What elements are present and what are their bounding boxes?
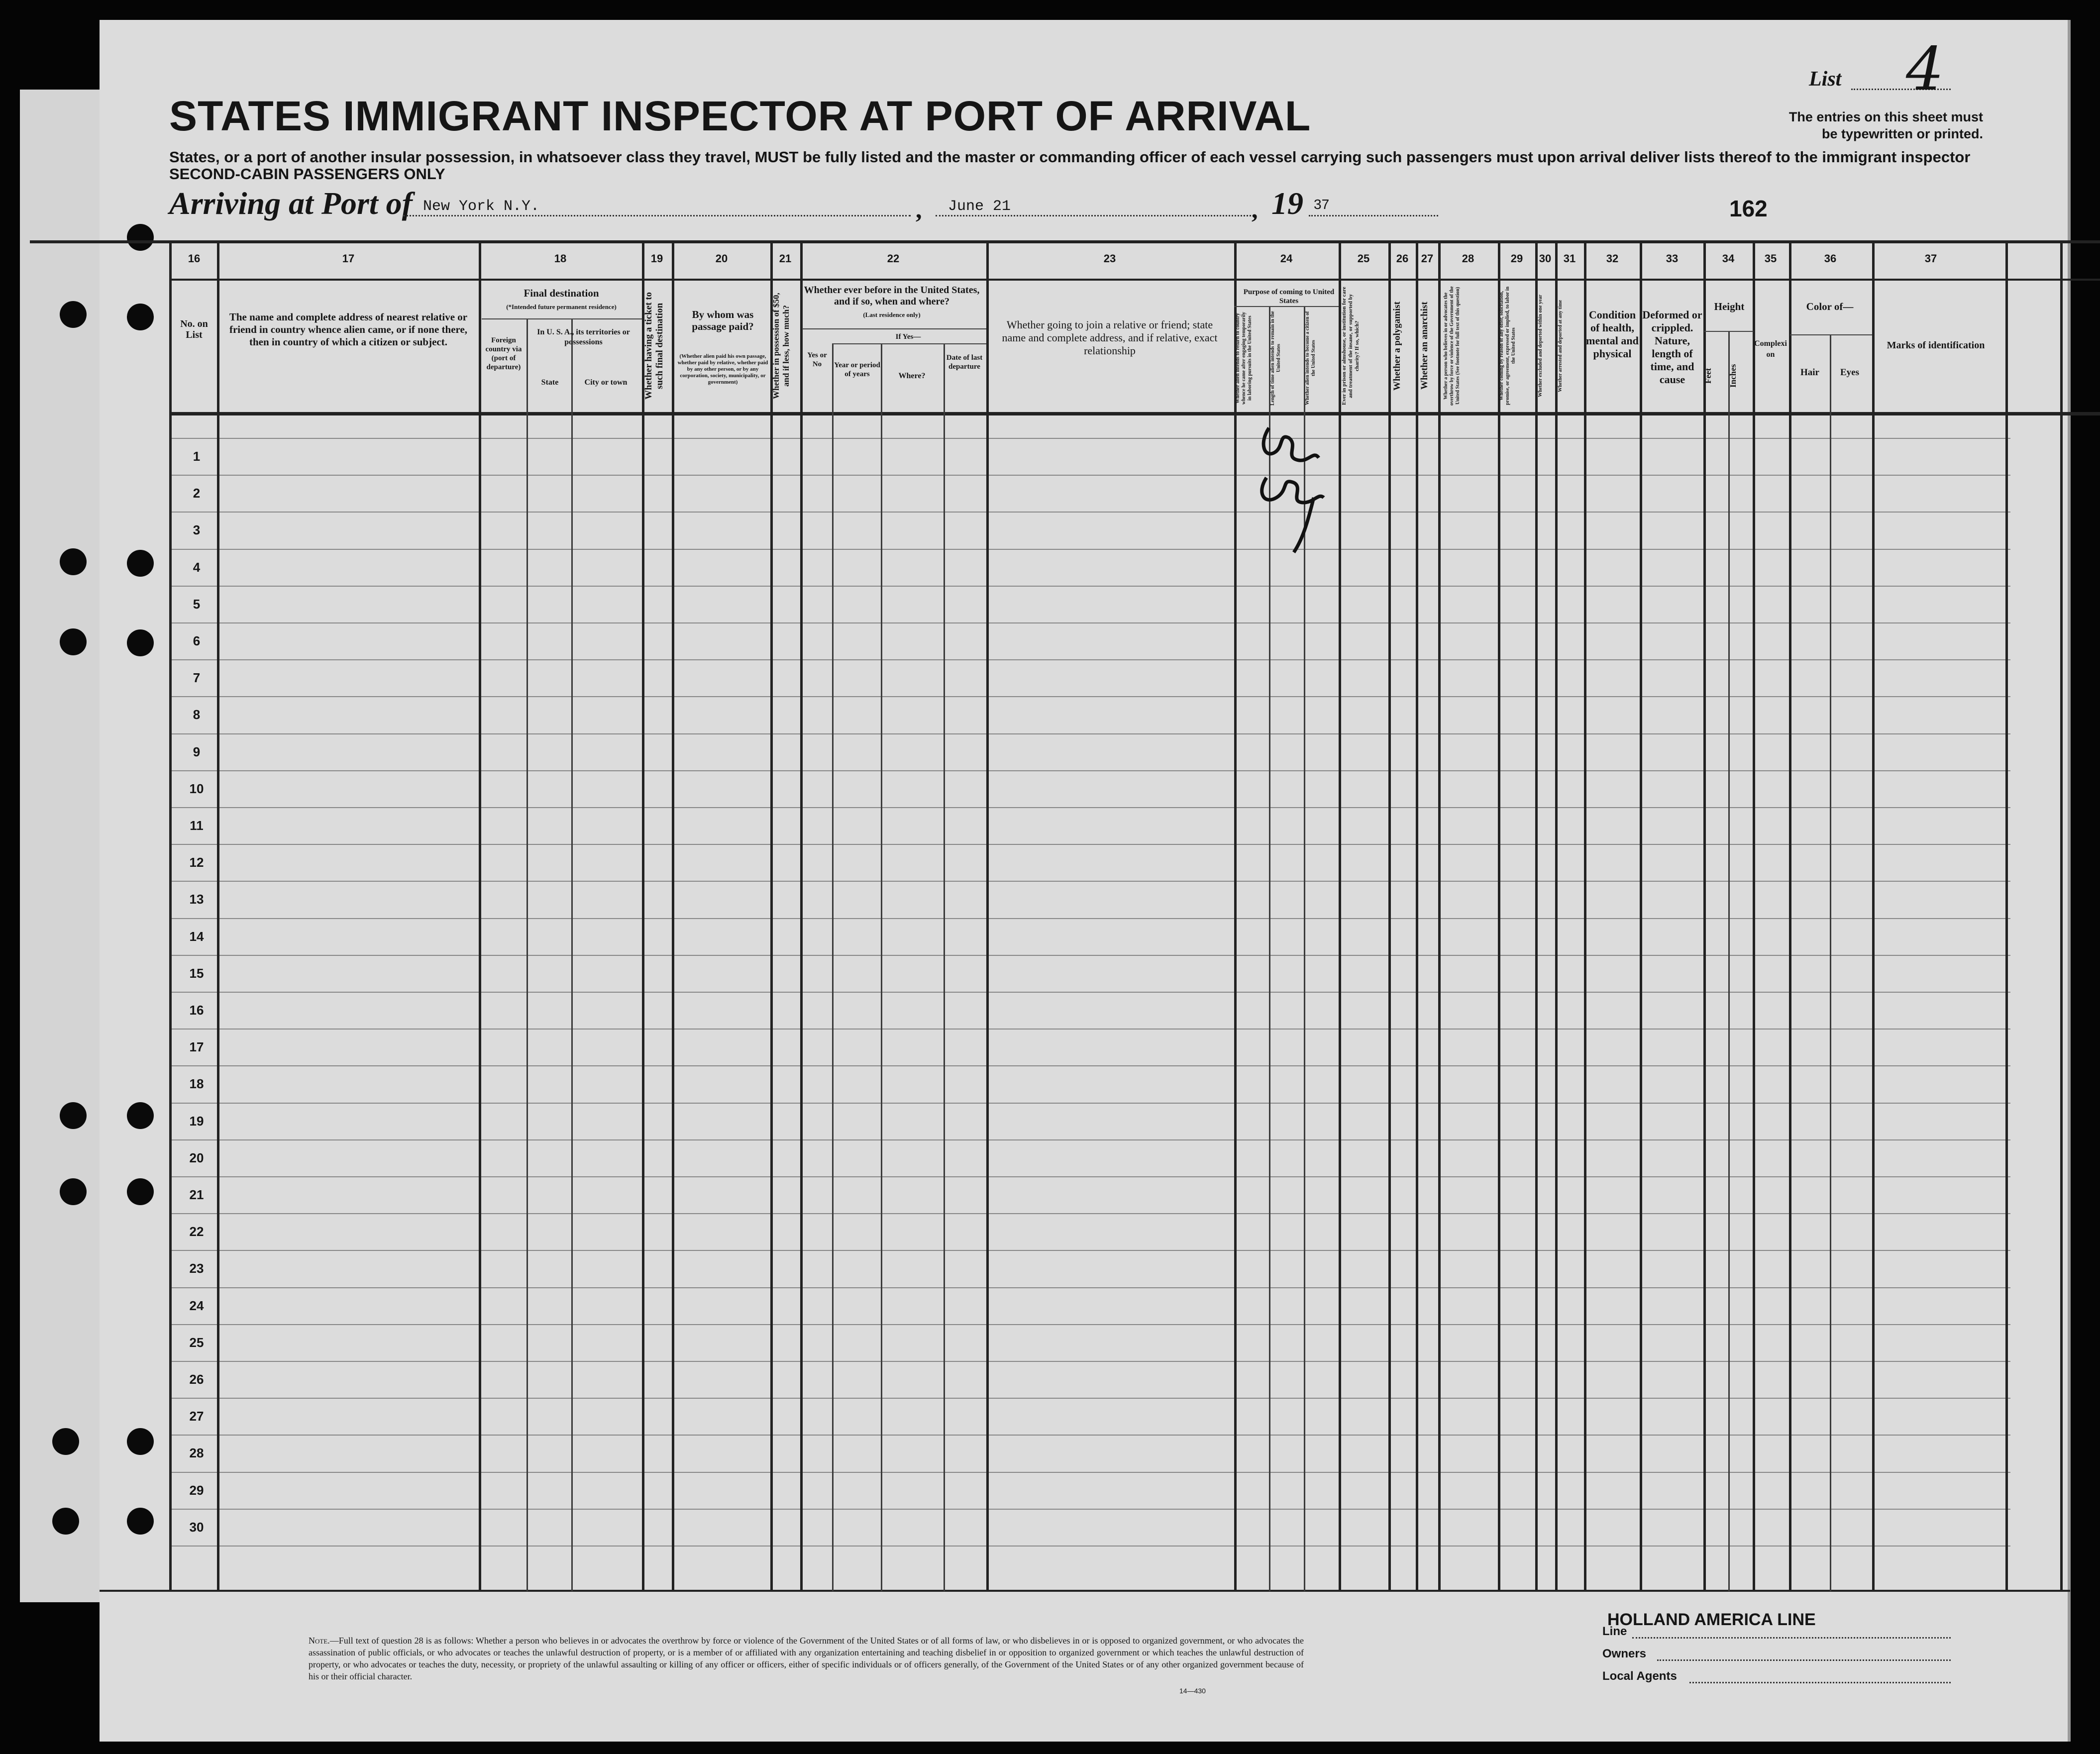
entries-note: The entries on this sheet must be typewritten or printed. [1788, 109, 1983, 141]
column-rule [1753, 240, 1755, 1591]
row-number: 8 [193, 707, 201, 722]
row-rule [172, 549, 2010, 550]
col-31-header: Whether arrested and deported at any time [1558, 300, 1563, 392]
row-number: 21 [189, 1187, 204, 1202]
column-number: 26 [1396, 252, 1409, 265]
col-19-header: Whether having a ticket to such final destination [643, 292, 665, 400]
row-rule [172, 1065, 2010, 1066]
column-rule [1535, 240, 1538, 1591]
form-title: STATES IMMIGRANT INSPECTOR AT PORT OF ARRIVAL [169, 93, 1311, 139]
row-rule [172, 881, 2010, 882]
row-rule [172, 1472, 2010, 1473]
col-23-header: Whether going to join a relative or friend; state name and complete address, and if relative, exact relationship [1002, 318, 1218, 357]
local-agents-label: Local Agents [1602, 1669, 1677, 1683]
form-subtitle: States, or a port of another insular possession, in whatsoever class they travel, MUST be fully listed and the master or commanding officer of each vessel carrying such passengers must upon arrival deliver lists thereof to the immigrant inspector [169, 148, 1971, 166]
line-value-stamp: HOLLAND AMERICA LINE [1607, 1610, 1816, 1629]
row-number: 1 [193, 449, 201, 464]
row-number: 18 [189, 1076, 204, 1091]
row-rule [172, 1250, 2010, 1251]
column-rule [986, 240, 989, 1591]
column-rule [479, 240, 481, 1591]
column-rule [217, 240, 219, 1591]
row-rule [172, 622, 2010, 623]
row-rule [172, 1361, 2010, 1362]
col-25-header: Ever in prison or almshouse, or institution for care and treatment of the insane, or supported by charity? If so, which? [1341, 287, 1360, 405]
row-number: 13 [189, 892, 204, 907]
row-rule [172, 696, 2010, 697]
row-rule [172, 844, 2010, 845]
column-rule [571, 318, 573, 1591]
punch-hole [127, 1508, 154, 1535]
col-34-header: Height [1714, 301, 1745, 312]
row-rule [172, 992, 2010, 993]
punch-hole [127, 224, 154, 251]
column-number: 21 [779, 252, 792, 265]
col-37-header: Marks of identification [1887, 340, 1985, 351]
form-class-note: SECOND-CABIN PASSENGERS ONLY [169, 165, 445, 183]
row-number: 30 [189, 1520, 204, 1535]
row-number: 22 [189, 1224, 204, 1239]
column-rule [770, 240, 773, 1591]
column-number: 29 [1510, 252, 1523, 265]
col-22-where: Where? [898, 372, 926, 380]
column-rule [1438, 240, 1441, 1591]
col-36-eyes: Eyes [1840, 367, 1859, 378]
row-number: 11 [190, 818, 204, 833]
row-number: 4 [193, 560, 201, 575]
column-rule [1830, 334, 1831, 1591]
row-number: 25 [189, 1335, 204, 1350]
column-rule [881, 343, 882, 1591]
col-36-header: Color of— [1806, 301, 1854, 312]
row-rule [172, 955, 2010, 956]
row-number: 17 [189, 1039, 204, 1054]
col-32-header: Condition of health, mental and physical [1586, 309, 1639, 360]
row-rule [172, 1287, 2010, 1288]
footnote: Note.—Full text of question 28 is as follows: Whether a person who believes in or advocates the overthrow by force or violence of the Government of the United States or of all forms of law, or who disbelieves in or is opposed to organized government, or who advocates the assassination of public officials, or who advocates or teaches the unlawful destruction of property, or is a member of or affiliated with any organization entertaining and teaching disbelief in or opposition to organized government or which teaches the unlawful destruction of property, or who advocates or teaches the duty, necessity, or propriety of the unlawful assaulting or killing of any officer or officers, either of specific individuals or of officers generally, of the Government of the United States or of any other organized government because of his or their official character. [309, 1636, 1304, 1681]
col-36-hair: Hair [1800, 367, 1819, 378]
row-number: 16 [189, 1003, 204, 1018]
col-18-state: State [541, 378, 559, 387]
column-number: 32 [1606, 252, 1619, 265]
row-rule [172, 1398, 2010, 1399]
column-number: 22 [887, 252, 900, 265]
punch-hole [127, 1178, 154, 1205]
row-rule [172, 1139, 2010, 1140]
row-number: 2 [193, 486, 201, 501]
column-number: 35 [1764, 252, 1777, 265]
row-number: 5 [193, 597, 201, 612]
column-rule [2005, 240, 2008, 1591]
column-number: 17 [342, 252, 355, 265]
column-rule [1388, 240, 1391, 1591]
row-number: 23 [189, 1261, 204, 1276]
punch-hole [60, 1178, 87, 1205]
row-number: 27 [189, 1409, 204, 1424]
sheet-number: 162 [1729, 196, 1768, 221]
column-number: 24 [1280, 252, 1293, 265]
row-rule [172, 1213, 2010, 1214]
column-rule [1703, 240, 1706, 1591]
col-22-yesno: Yes or No [807, 351, 827, 368]
punch-hole [127, 1428, 154, 1455]
handwritten-annotation [1254, 423, 1344, 562]
column-number: 37 [1924, 252, 1937, 265]
row-number: 26 [189, 1372, 204, 1387]
column-rule [672, 240, 674, 1591]
column-rule [832, 343, 834, 1591]
column-rule [642, 240, 644, 1591]
column-number: 23 [1103, 252, 1116, 265]
punch-hole [127, 1102, 154, 1129]
year-suffix: 37 [1314, 197, 1330, 212]
column-number: 20 [715, 252, 728, 265]
list-label: List [1809, 68, 1842, 91]
column-rule [1498, 240, 1500, 1591]
col-20-note: (Whether alien paid his own passage, whether paid by relative, whether paid by any other person, or by any corporation, society, municipality, or government) [677, 353, 768, 385]
row-rule [172, 1509, 2010, 1510]
col-22-year: Year or period of years [834, 361, 880, 378]
col-22-header: Whether ever before in the United States, and if so, when and where? [804, 285, 980, 307]
row-rule [172, 438, 2010, 439]
row-rule [172, 1029, 2010, 1030]
row-number: 9 [193, 744, 201, 759]
col-33-header: Deformed or crippled. Nature, length of time, and cause [1642, 309, 1702, 386]
arriving-label: Arriving at Port of [169, 186, 413, 221]
col-34-inches: Inches [1728, 364, 1738, 388]
col-24-citizen: Whether alien intends to become a citizen of the United States [1305, 311, 1316, 406]
list-number: 4 [1906, 35, 1944, 104]
column-number: 16 [188, 252, 201, 265]
column-number: 36 [1824, 252, 1837, 265]
column-rule [1872, 240, 1875, 1591]
punch-hole [52, 1508, 79, 1535]
column-rule [800, 240, 803, 1591]
punch-hole [60, 301, 87, 328]
col-28-header: Whether a person who believes in or advocates the overthrow by force or violence of the Government of the United States (See footnote for full text of this question) [1443, 286, 1461, 406]
col-18-city: City or town [584, 378, 628, 387]
row-rule [172, 586, 2010, 587]
column-rule [1555, 240, 1558, 1591]
column-rule [944, 343, 945, 1591]
column-rule [169, 240, 172, 1591]
year-prefix: 19 [1271, 186, 1303, 221]
row-rule [172, 1176, 2010, 1177]
column-rule [1728, 331, 1730, 1591]
column-number: 31 [1563, 252, 1576, 265]
row-rule [172, 807, 2010, 808]
row-number: 19 [189, 1114, 204, 1129]
column-rule [1234, 240, 1237, 1591]
row-rule [172, 770, 2010, 771]
col-30-header: Whether excluded and deported within one year [1538, 295, 1543, 397]
row-rule [172, 475, 2010, 476]
col-17-header: The name and complete address of nearest relative or friend in country whence alien came, or if none there, then in country of which a citizen or subject. [229, 311, 468, 348]
row-number: 20 [189, 1150, 204, 1165]
col-26-header: Whether a polygamist [1392, 301, 1402, 391]
column-rule [1640, 240, 1642, 1591]
punch-hole [127, 629, 154, 656]
col-27-header: Whether an anarchist [1419, 302, 1430, 390]
col-35-header: Complexion [1754, 339, 1787, 359]
row-number: 14 [189, 929, 204, 944]
owners-label: Owners [1602, 1647, 1647, 1660]
col-18-usa: In U. S. A., its territories or possessions [537, 328, 630, 346]
column-number: 34 [1722, 252, 1735, 265]
row-number: 24 [189, 1298, 204, 1313]
row-rule [172, 918, 2010, 919]
col-22-note: (Last residence only) [863, 311, 921, 318]
col-21-header: Whether in possession of $50, and if less, how much? [771, 293, 791, 399]
column-rule [1584, 240, 1586, 1591]
date-value: June 21 [948, 198, 1011, 215]
row-rule [172, 659, 2010, 660]
column-number: 25 [1357, 252, 1370, 265]
column-number: 30 [1539, 252, 1552, 265]
row-rule [172, 733, 2010, 734]
column-rule [2060, 240, 2063, 1591]
punch-hole [60, 548, 87, 575]
row-number: 12 [189, 855, 204, 870]
row-number: 6 [193, 633, 201, 648]
col-20-header: By whom was passage paid? [692, 309, 754, 332]
column-rule [1789, 240, 1791, 1591]
col-22-if-yes: If Yes— [895, 333, 921, 341]
port-value: New York N.Y. [423, 198, 540, 215]
col-22-date: Date of last departure [946, 354, 983, 371]
col-18-foreign: Foreign country via (port of departure) [485, 336, 522, 371]
row-rule [172, 512, 2010, 513]
col-24-length: Length of time alien intends to remain in the United States [1270, 311, 1281, 406]
punch-hole [60, 628, 87, 655]
punch-hole [52, 1428, 79, 1455]
column-number: 28 [1462, 252, 1474, 265]
row-rule [172, 1435, 2010, 1436]
col-16-header: No. on List [180, 318, 208, 340]
col-18-note: (*Intended future permanent residence) [506, 303, 617, 310]
col-18-header: Final destination [524, 287, 599, 299]
col-34-feet: Feet [1703, 368, 1713, 384]
column-number: 19 [650, 252, 663, 265]
row-number: 7 [193, 670, 201, 685]
column-number: 27 [1421, 252, 1434, 265]
row-number: 15 [189, 966, 204, 981]
column-number: 33 [1666, 252, 1679, 265]
row-number: 3 [193, 522, 201, 537]
punch-hole [127, 304, 154, 330]
column-rule [1416, 240, 1418, 1591]
col-29-header: Whether coming by reason of any offer, solicitation, promise, or agreement, expressed or implied, to labor in the United States [1499, 286, 1516, 406]
row-rule [172, 1324, 2010, 1325]
punch-hole [60, 1102, 87, 1129]
col-24-return: Whether alien intends to return to country whence he came after engaging temporarily in laboring pursuits in the United States [1235, 311, 1253, 405]
row-rule [172, 1103, 2010, 1104]
line-label: Line [1602, 1625, 1627, 1638]
column-rule [526, 318, 528, 1591]
form-code: 14—430 [1179, 1687, 1206, 1695]
row-number: 10 [189, 781, 204, 796]
col-24-header: Purpose of coming to United States [1243, 288, 1335, 305]
row-rule [172, 1546, 2010, 1547]
column-number: 18 [554, 252, 567, 265]
row-number: 28 [189, 1445, 204, 1460]
punch-hole [127, 550, 154, 577]
row-number: 29 [189, 1483, 204, 1498]
